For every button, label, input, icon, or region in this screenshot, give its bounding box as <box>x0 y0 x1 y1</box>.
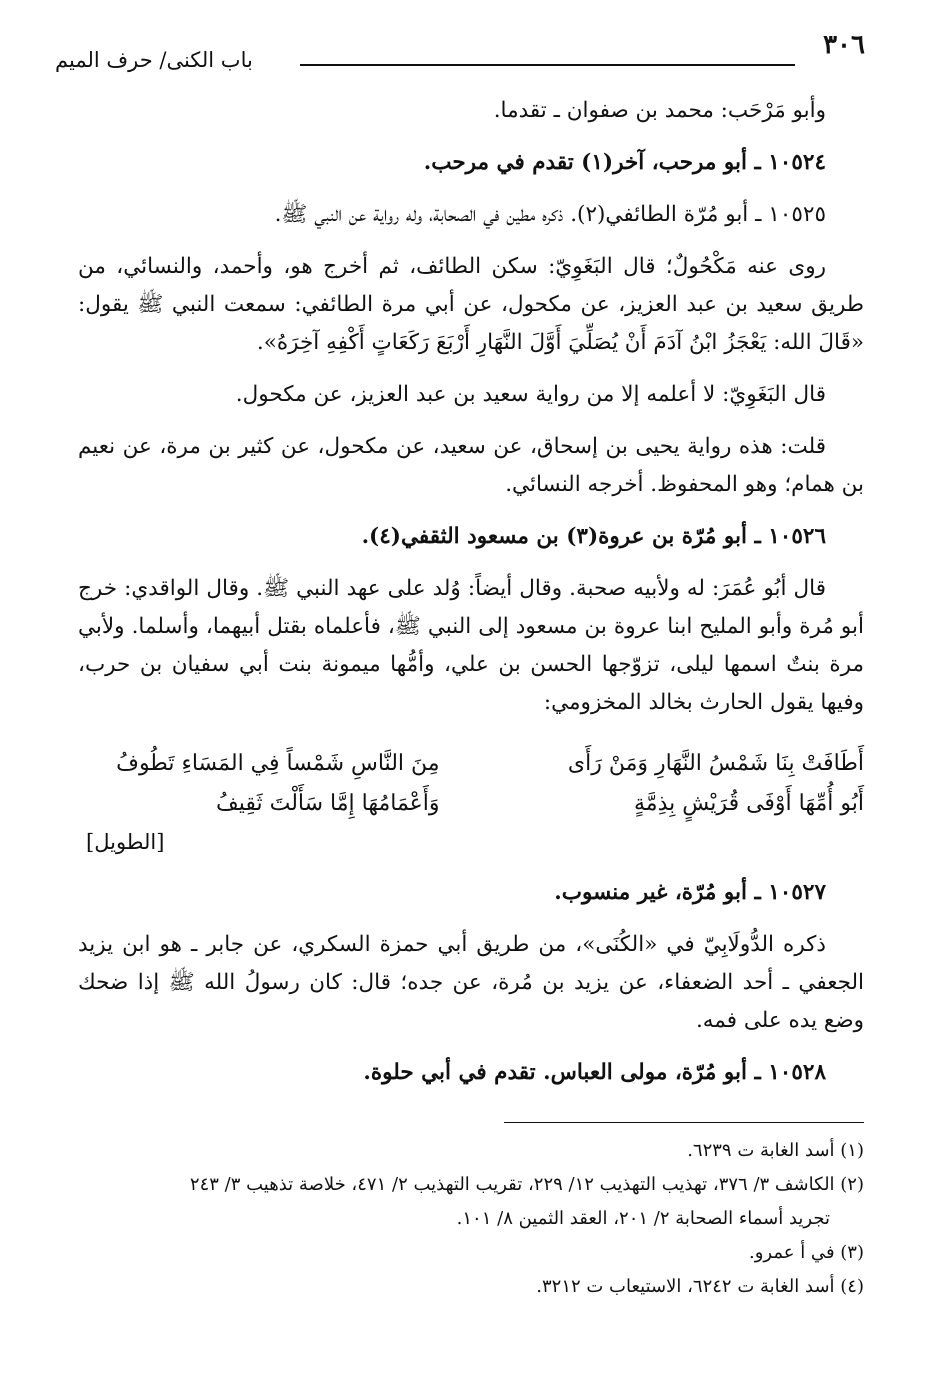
paragraph-qultu: قلت: هذه رواية يحيى بن إسحاق، عن سعيد، عن مكحول، عن كثير بن مرة، عن نعيم بن همام؛ وهو المحفوظ. أخرجه النسائي. <box>78 434 864 497</box>
entry-10525: ١٠٥٢٥ ـ أبو مُرّة الطائفي(٢). ذكره مطين في الصحابة، وله رواية عن النبي ﷺ. <box>274 202 826 227</box>
entry-10524: ١٠٥٢٤ ـ أبو مرحب، آخر(١) تقدم في مرحب. <box>423 150 826 175</box>
entry-10528: ١٠٥٢٨ ـ أبو مُرّة، مولى العباس. تقدم في أبي حلوة. <box>363 1060 826 1085</box>
poem <box>78 744 864 860</box>
footnotes <box>78 1134 864 1304</box>
footnote-2: (٢) الكاشف ٣/ ٣٧٦، تهذيب التهذيب ١٢/ ٢٢٩، تقريب التهذيب ٢/ ٤٧١، خلاصة تذهيب ٣/ ٢٤٣ <box>189 1174 864 1195</box>
footnote-4: (٤) أسد الغابة ت ٦٢٤٢، الاستيعاب ت ٣٢١٢. <box>536 1276 864 1297</box>
header-rule <box>300 64 795 66</box>
paragraph-dulabi: ذكره الدُّولَابِيّ في «الكُنَى»، من طريق أبي حمزة السكري، عن جابر ـ هو ابن يزيد الجعفي ـ أحد الضعفاء، عن يزيد بن مُرة، عن جده؛ قال: كان رسولُ الله ﷺ إذا ضحك وضع يده على فمه. <box>78 932 864 1033</box>
entry-10526: ١٠٥٢٦ ـ أبو مُرّة بن عروة(٣) بن مسعود الثقفي(٤). <box>361 524 826 549</box>
poem-meter: [الطويل] <box>86 830 165 854</box>
verse-1-first-hemistich: أَطَافَتْ بِنَا شَمْسُ النَّهَارِ وَمَنْ رَأَى <box>567 751 864 776</box>
verse-2-first-hemistich: أَبُو أُمِّهَا أَوْفَى قُرَيْشٍ بِذِمَّةٍ <box>634 791 864 816</box>
running-title: باب الكنى/ حرف الميم <box>55 48 253 72</box>
verse-2 <box>78 784 864 824</box>
footnote-rule <box>504 1122 864 1123</box>
paragraph-abu-marhab-1: وأبو مَرْحَب: محمد بن صفوان ـ تقدما. <box>493 98 826 123</box>
verse-1 <box>78 744 864 784</box>
main-text <box>78 92 864 1092</box>
page-header <box>55 30 865 80</box>
page-number: ٣٠٦ <box>823 30 865 60</box>
paragraph-narration: روى عنه مَكْحُولٌ؛ قال البَغَوِيّ: سكن الطائف، ثم أخرج هو، وأحمد، والنسائي، من طريق سعيد بن عبد العزيز، عن مكحول، عن أبي مرة الطائفي: سمعت النبي ﷺ يقول: «قَالَ الله: يَعْجَزُ ابْنُ آدَمَ أَنْ يُصَلِّيَ أَوَّلَ النَّهَارِ أَرْبَعَ رَكَعَاتٍ أَكْفِهِ آخِرَهُ». <box>78 254 864 355</box>
paragraph-baghawi: قال البَغَوِيّ: لا أعلمه إلا من رواية سعيد بن عبد العزيز، عن مكحول. <box>235 382 826 407</box>
verse-1-second-hemistich: مِنَ النَّاسِ شَمْساً فِي المَسَاءِ تَطُوفُ <box>116 751 440 776</box>
footnote-1: (١) أسد الغابة ت ٦٢٣٩. <box>687 1140 864 1161</box>
verse-2-second-hemistich: وَأَعْمَامُهَا إِمَّا سَأَلْتَ ثَقِيفُ <box>215 791 440 816</box>
footnote-2-continued: تجريد أسماء الصحابة ٢/ ٢٠١، العقد الثمين ٨/ ١٠١. <box>456 1208 830 1229</box>
entry-10527: ١٠٥٢٧ ـ أبو مُرّة، غير منسوب. <box>554 880 826 905</box>
footnote-3: (٣) في أ عمرو. <box>749 1242 864 1263</box>
paragraph-abu-umar: قال أبُو عُمَرَ: له ولأبيه صحبة. وقال أيضاً: وُلد على عهد النبي ﷺ. وقال الواقدي: خرج أبو مُرة وأبو المليح ابنا عروة بن مسعود إلى النبي ﷺ، فأعلماه بقتل أبيهما، وأسلما. ولأبي مرة بنتٌ اسمها ليلى، تزوّجها الحسن بن علي، وأمُّها ميمونة بنت أبي سفيان بن حرب، وفيها يقول الحارث بخالد المخزومي: <box>78 576 864 715</box>
